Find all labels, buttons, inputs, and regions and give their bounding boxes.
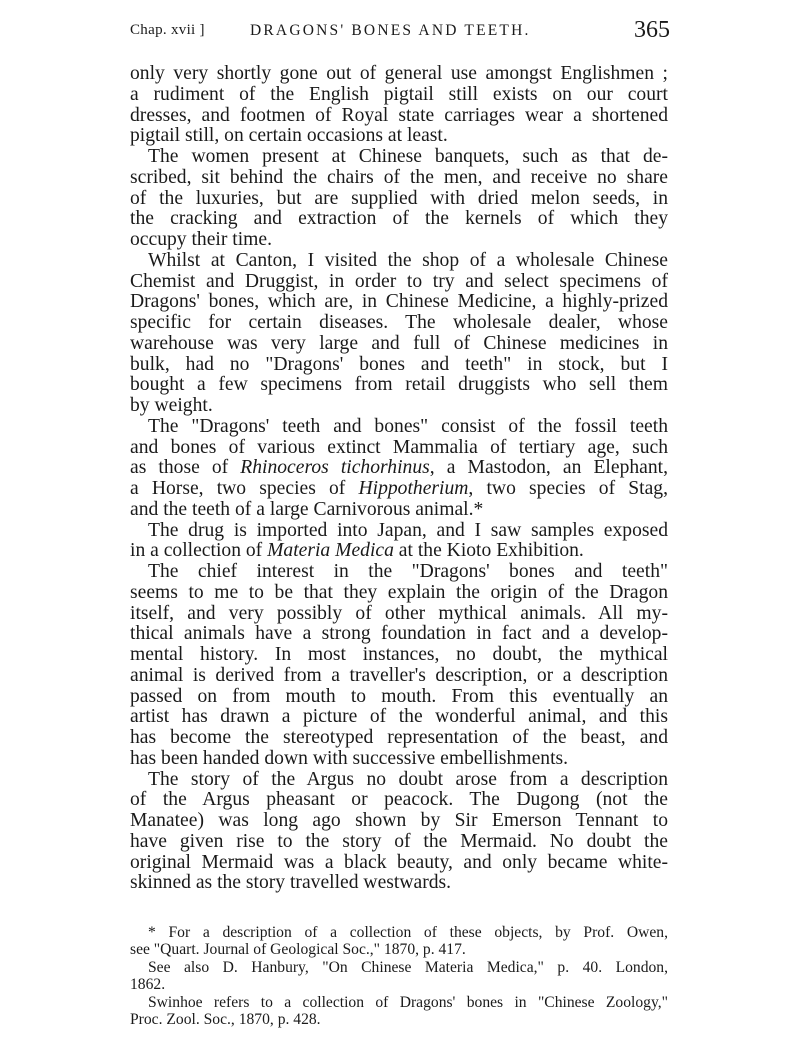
text-line: The "Dragons' teeth and bones" consist of the fossil teeth (148, 415, 668, 437)
footnote-line: 1862. (130, 976, 166, 994)
text-line: original Mermaid was a black beauty, and only became white- (130, 851, 668, 873)
text-line (130, 458, 668, 479)
text-line: The women present at Chinese banquets, such as that de- (148, 146, 668, 167)
text-line: The drug is imported into Japan, and I saw samples exposed (148, 519, 668, 541)
page-number: 365 (634, 17, 670, 43)
text-line: have given rise to the story of the Mermaid. No doubt the (130, 830, 668, 852)
text-line: dresses, and footmen of Royal state carriages wear a shortened (130, 104, 668, 126)
text-line: of the Argus pheasant or peacock. The Dugong (not the (130, 789, 668, 811)
footnote-line: See also D. Hanbury, "On Chinese Materia Medica," p. 40. London, (148, 958, 668, 976)
running-header (130, 14, 670, 48)
text-line: and the teeth of a large Carnivorous animal.* (130, 498, 484, 520)
text-line: occupy their time. (130, 229, 273, 250)
text-line: The story of the Argus no doubt arose from a description (148, 768, 668, 790)
running-title: DRAGONS' BONES AND TEETH. (250, 22, 531, 39)
text-line: Manatee) was long ago shown by Sir Emerson Tennant to (130, 810, 668, 831)
text-line (130, 541, 668, 562)
text-line: and bones of various extinct Mammalia of tertiary age, such (130, 436, 668, 458)
text-line: passed on from mouth to mouth. From this eventually an (130, 685, 668, 707)
text-run: at the Kioto Exhibition. (393, 540, 584, 562)
text-line: bought a few specimens from retail druggists who sell them (130, 374, 668, 396)
text-line: a rudiment of the English pigtail still exists on our court (130, 83, 668, 105)
text-run: , a Mastodon, an Elephant, (429, 457, 668, 479)
text-line: of the luxuries, but are supplied with dried melon seeds, in (130, 187, 668, 209)
text-line: scribed, sit behind the chairs of the men, and receive no share (130, 166, 668, 188)
text-line: The chief interest in the "Dragons' bones and teeth" (148, 561, 668, 582)
text-line: Dragons' bones, which are, in Chinese Medicine, a highly-prized (130, 291, 668, 313)
text-line: Whilst at Canton, I visited the shop of a wholesale Chinese (148, 249, 668, 271)
text-line (130, 479, 668, 500)
work-title: Materia Medica (267, 540, 394, 562)
text-line: the cracking and extraction of the kernels of which they (130, 208, 668, 230)
footnote-line: see "Quart. Journal of Geological Soc.," 1870, p. 417. (130, 941, 466, 959)
text-line: only very shortly gone out of general use amongst Englishmen ; (130, 63, 668, 84)
text-line: pigtail still, on certain occasions at least. (130, 125, 448, 147)
species-name: Rhinoceros tichorhinus (240, 457, 430, 479)
text-line: thical animals have a strong foundation in fact and a develop- (130, 623, 668, 645)
text-run: as those of (130, 457, 241, 479)
text-run: , two species of Stag, (468, 478, 668, 499)
text-line: specific for certain diseases. The wholesale dealer, whose (130, 312, 668, 333)
text-run: in a collection of (130, 540, 268, 562)
text-line: has become the stereotyped representation of the beast, and (130, 727, 668, 748)
footnote-line: Swinhoe refers to a collection of Dragons' bones in "Chinese Zoology," (148, 993, 668, 1011)
text-line: animal is derived from a traveller's description, or a description (130, 664, 668, 686)
text-line: by weight. (130, 395, 213, 416)
text-run: a Horse, two species of (130, 478, 359, 499)
text-line: itself, and very possibly of other mythical animals. All my- (130, 602, 668, 624)
footnote-line: Proc. Zool. Soc., 1870, p. 428. (130, 1010, 321, 1028)
body-text (130, 64, 668, 894)
footnotes (130, 924, 668, 1028)
text-line: skinned as the story travelled westwards. (130, 872, 452, 894)
text-line: mental history. In most instances, no doubt, the mythical (130, 644, 668, 665)
text-line: bulk, had no "Dragons' bones and teeth" in stock, but I (130, 353, 668, 375)
text-line: Chemist and Druggist, in order to try and select specimens of (130, 270, 668, 292)
text-line: seems to me to be that they explain the origin of the Dragon (130, 581, 668, 603)
text-line: artist has drawn a picture of the wonderful animal, and this (130, 706, 668, 728)
text-line: warehouse was very large and full of Chinese medicines in (130, 332, 668, 354)
footnote-line: * For a description of a collection of these objects, by Prof. Owen, (148, 924, 668, 941)
text-line: has been handed down with successive embellishments. (130, 747, 569, 769)
genus-name: Hippotherium (358, 478, 469, 499)
chapter-label: Chap. xvii ] (130, 22, 205, 38)
